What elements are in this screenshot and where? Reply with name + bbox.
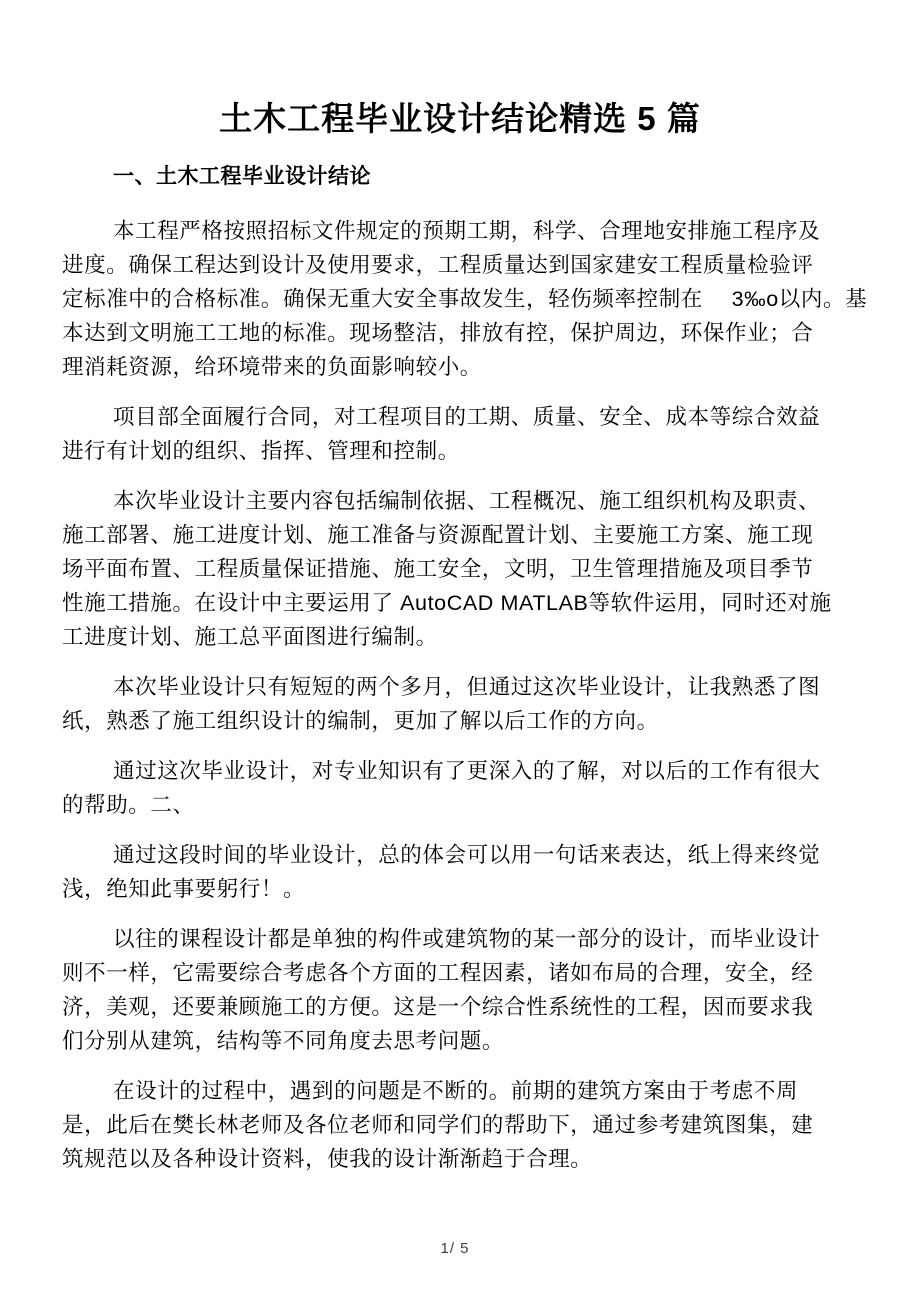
text-line: 本次毕业设计主要内容包括编制依据、工程概况、施工组织机构及职责、 xyxy=(113,489,821,513)
document-title: 土木工程毕业设计结论精选 5 篇 xyxy=(219,100,701,137)
text-line: 理消耗资源，给环境带来的负面影响较小。 xyxy=(62,355,482,379)
page-number: 1/ 5 xyxy=(440,1240,470,1257)
paragraph xyxy=(62,922,872,1058)
text-line: 浅，绝知此事要躬行！。 xyxy=(62,877,306,901)
section-heading: 一、土木工程毕业设计结论 xyxy=(113,165,371,188)
text-line: 以往的课程设计都是单独的构件或建筑物的某一部分的设计，而毕业设计 xyxy=(113,927,821,951)
page-footer xyxy=(0,1239,910,1259)
paragraph xyxy=(62,1074,872,1176)
text-line: 纸，熟悉了施工组织设计的编制，更加了解以后工作的方向。 xyxy=(62,709,659,733)
text-line: 筑规范以及各种设计资料，使我的设计渐渐趋于合理。 xyxy=(62,1147,593,1171)
text-line: 进行有计划的组织、指挥、管理和控制。 xyxy=(62,439,460,463)
paragraph xyxy=(62,400,872,468)
paragraph xyxy=(62,670,872,738)
text-line: 通过这次毕业设计，对专业知识有了更深入的了解，对以后的工作有很大 xyxy=(113,759,821,783)
paragraph xyxy=(62,754,872,822)
text-line: 本工程严格按照招标文件规定的预期工期，科学、合理地安排施工程序及 xyxy=(113,219,821,243)
document-body xyxy=(62,214,872,1192)
text-line: 在设计的过程中，遇到的问题是不断的。前期的建筑方案由于考虑不周 xyxy=(113,1079,799,1103)
paragraph xyxy=(62,838,872,906)
text-line: 则不一样，它需要综合考虑各个方面的工程因素，诸如布局的合理，安全，经 xyxy=(62,961,814,985)
text-line: 通过这段时间的毕业设计，总的体会可以用一句话来表达，纸上得来终觉 xyxy=(113,843,821,867)
text-line: 们分别从建筑，结构等不同角度去思考问题。 xyxy=(62,1029,505,1053)
text-line: 的帮助。二、 xyxy=(62,793,195,817)
text-line: 施工部署、施工进度计划、施工准备与资源配置计划、主要施工方案、施工现 xyxy=(62,523,814,547)
paragraph xyxy=(62,214,872,384)
text-line: 定标准中的合格标准。确保无重大安全事故发生，轻伤频率控制在 3‰o以内。基 xyxy=(62,287,868,311)
text-line: 场平面布置、工程质量保证措施、施工安全，文明，卫生管理措施及项目季节 xyxy=(62,557,814,581)
text-line: 项目部全面履行合同，对工程项目的工期、质量、安全、成本等综合效益 xyxy=(113,405,821,429)
text-line: 济，美观，还要兼顾施工的方便。这是一个综合性系统性的工程，因而要求我 xyxy=(62,995,814,1019)
text-line: 工进度计划、施工总平面图进行编制。 xyxy=(62,625,438,649)
text-line: 是，此后在樊长林老师及各位老师和同学们的帮助下，通过参考建筑图集，建 xyxy=(62,1113,814,1137)
text-line: 本次毕业设计只有短短的两个多月，但通过这次毕业设计，让我熟悉了图 xyxy=(113,675,821,699)
text-line: 本达到文明施工工地的标准。现场整洁，排放有控，保护周边，环保作业；合 xyxy=(62,321,814,345)
text-line: 性施工措施。在设计中主要运用了 AutoCAD MATLAB等软件运用，同时还对施 xyxy=(62,591,832,615)
paragraph xyxy=(62,484,872,654)
text-line: 进度。确保工程达到设计及使用要求，工程质量达到国家建安工程质量检验评 xyxy=(62,253,814,277)
